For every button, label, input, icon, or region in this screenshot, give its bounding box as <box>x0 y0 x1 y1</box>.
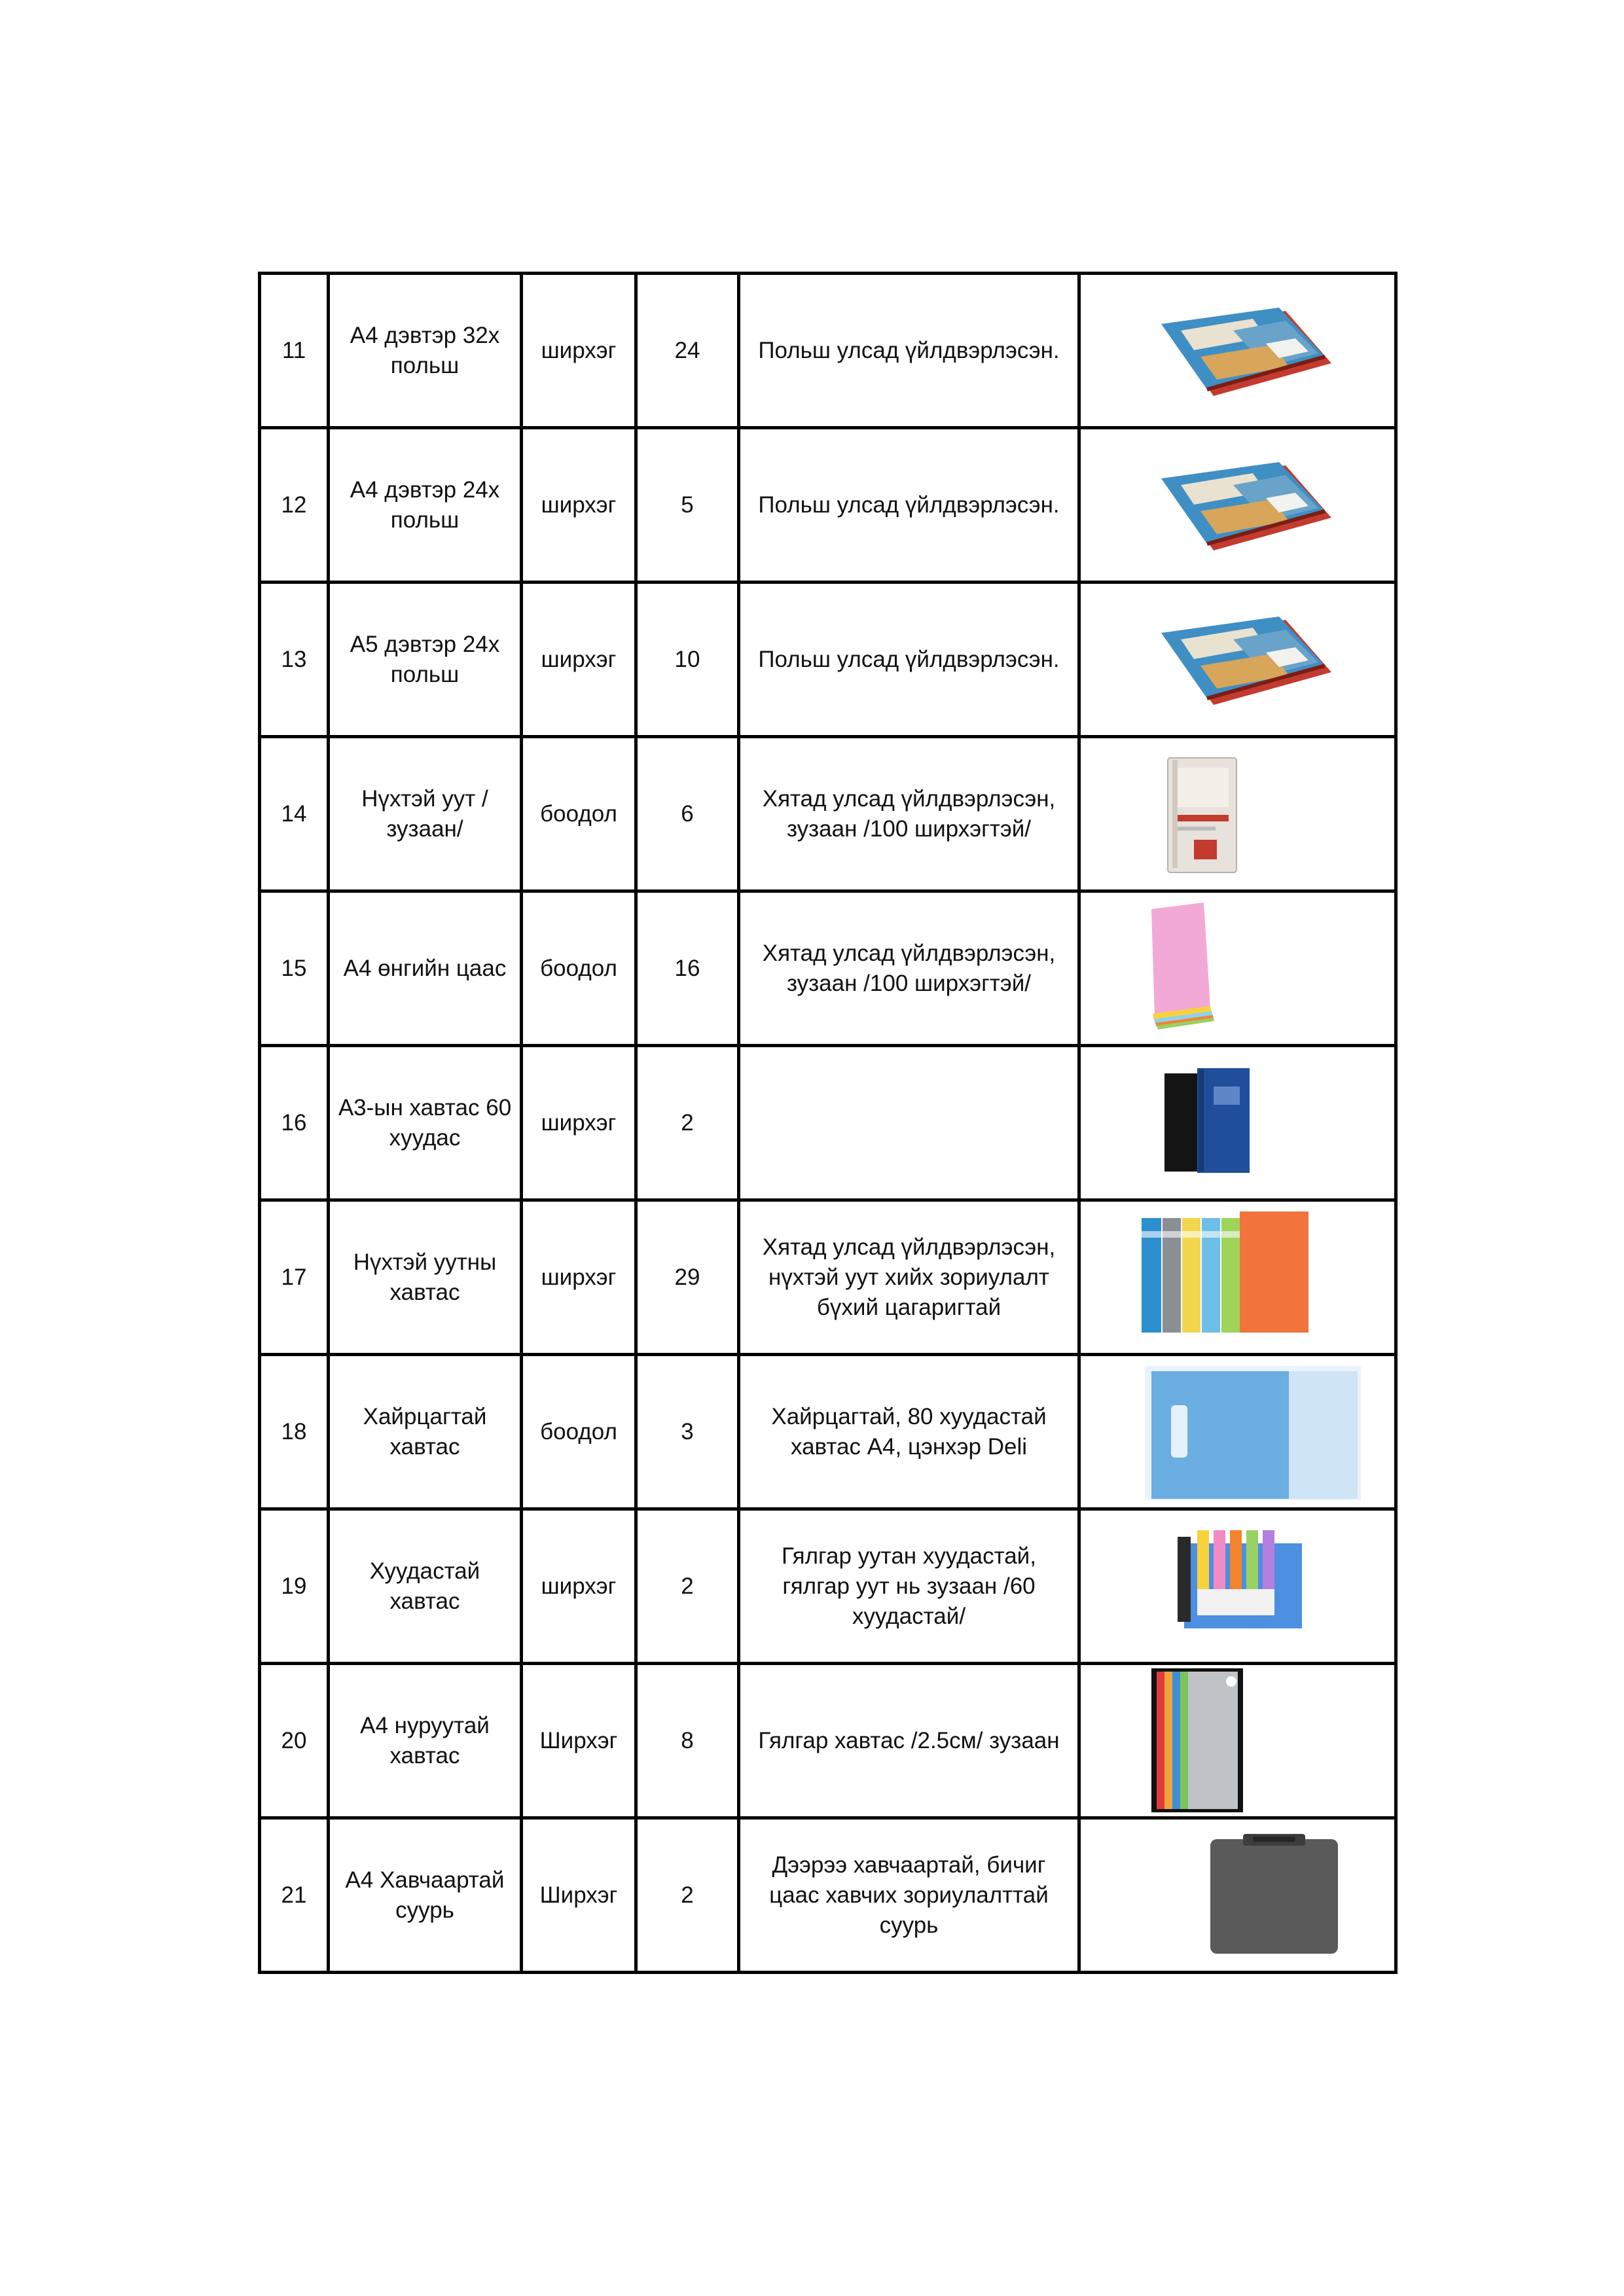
quantity-cell: 24 <box>636 274 739 428</box>
product-image-cell <box>1079 583 1396 737</box>
table-row <box>260 891 1396 1046</box>
quantity-cell: 6 <box>636 737 739 891</box>
row-number-cell: 21 <box>260 1818 329 1973</box>
product-image-cell <box>1079 1046 1396 1200</box>
item-name-cell: А4 өнгийн цаас <box>329 891 522 1046</box>
box-file-image <box>1086 1356 1389 1507</box>
product-image-cell <box>1079 1664 1396 1818</box>
quantity-cell: 10 <box>636 583 739 737</box>
table-row <box>260 1509 1396 1664</box>
quantity-cell: 5 <box>636 428 739 583</box>
row-number-cell: 15 <box>260 891 329 1046</box>
quantity-cell: 8 <box>636 1664 739 1818</box>
quantity-cell: 29 <box>636 1200 739 1355</box>
row-number-cell: 11 <box>260 274 329 428</box>
notebook-image <box>1086 275 1389 426</box>
product-image-cell <box>1079 1818 1396 1973</box>
product-image-cell <box>1079 891 1396 1046</box>
unit-cell: боодол <box>522 737 636 891</box>
product-image-cell <box>1079 737 1396 891</box>
description-cell: Польш улсад үйлдвэрлэсэн. <box>739 583 1079 737</box>
product-image-cell <box>1079 1509 1396 1664</box>
row-number-cell: 16 <box>260 1046 329 1200</box>
description-cell <box>739 1046 1079 1200</box>
notebook-image <box>1086 584 1389 735</box>
punched-pocket-pack-image <box>1086 738 1389 889</box>
description-cell: Гялгар уутан хуудастай, гялгар уут нь зузаан /60 хуудастай/ <box>739 1509 1079 1664</box>
item-name-cell: Хайрцагтай хавтас <box>329 1355 522 1509</box>
unit-cell: ширхэг <box>522 1046 636 1200</box>
description-cell: Польш улсад үйлдвэрлэсэн. <box>739 274 1079 428</box>
quantity-cell: 3 <box>636 1355 739 1509</box>
description-cell: Дээрээ хавчаартай, бичиг цаас хавчих зориулалттай суурь <box>739 1818 1079 1973</box>
row-number-cell: 19 <box>260 1509 329 1664</box>
item-name-cell: Хуудастай хавтас <box>329 1509 522 1664</box>
row-number-cell: 12 <box>260 428 329 583</box>
items-table-body <box>260 274 1396 1973</box>
quantity-cell: 16 <box>636 891 739 1046</box>
spine-folder-image <box>1086 1665 1389 1816</box>
row-number-cell: 14 <box>260 737 329 891</box>
item-name-cell: А4 дэвтэр 24х польш <box>329 428 522 583</box>
color-paper-stack-image <box>1086 893 1389 1044</box>
table-row <box>260 428 1396 583</box>
row-number-cell: 20 <box>260 1664 329 1818</box>
table-row <box>260 274 1396 428</box>
product-image-cell <box>1079 1355 1396 1509</box>
table-row <box>260 1818 1396 1973</box>
quantity-cell: 2 <box>636 1046 739 1200</box>
description-cell: Хятад улсад үйлдвэрлэсэн, нүхтэй уут хийх зориулалт бүхий цагаригтай <box>739 1200 1079 1355</box>
item-name-cell: Нүхтэй уут /зузаан/ <box>329 737 522 891</box>
description-cell: Хайрцагтай, 80 хуудастай хавтас А4, цэнхэр Deli <box>739 1355 1079 1509</box>
unit-cell: ширхэг <box>522 274 636 428</box>
table-row <box>260 1046 1396 1200</box>
unit-cell: ширхэг <box>522 428 636 583</box>
notebook-image <box>1086 429 1389 581</box>
items-table <box>258 272 1398 1974</box>
table-row <box>260 1664 1396 1818</box>
table-row <box>260 1355 1396 1509</box>
row-number-cell: 13 <box>260 583 329 737</box>
clipboard-image <box>1086 1820 1389 1971</box>
item-name-cell: А4 дэвтэр 32х польш <box>329 274 522 428</box>
unit-cell: боодол <box>522 891 636 1046</box>
unit-cell: ширхэг <box>522 1200 636 1355</box>
description-cell: Хятад улсад үйлдвэрлэсэн, зузаан /100 ширхэгтэй/ <box>739 737 1079 891</box>
product-image-cell <box>1079 1200 1396 1355</box>
unit-cell: ширхэг <box>522 1509 636 1664</box>
item-name-cell: Нүхтэй уутны хавтас <box>329 1200 522 1355</box>
unit-cell: ширхэг <box>522 583 636 737</box>
document-page <box>258 272 1394 1974</box>
row-number-cell: 17 <box>260 1200 329 1355</box>
unit-cell: Ширхэг <box>522 1818 636 1973</box>
row-number-cell: 18 <box>260 1355 329 1509</box>
unit-cell: Ширхэг <box>522 1664 636 1818</box>
item-name-cell: А5 дэвтэр 24х польш <box>329 583 522 737</box>
table-row <box>260 1200 1396 1355</box>
item-name-cell: А4 Хавчаартай суурь <box>329 1818 522 1973</box>
tabbed-folder-image <box>1086 1511 1389 1662</box>
item-name-cell: А4 нуруутай хавтас <box>329 1664 522 1818</box>
unit-cell: боодол <box>522 1355 636 1509</box>
quantity-cell: 2 <box>636 1509 739 1664</box>
item-name-cell: А3-ын хавтас 60 хуудас <box>329 1046 522 1200</box>
product-image-cell <box>1079 274 1396 428</box>
description-cell: Гялгар хавтас /2.5см/ зузаан <box>739 1664 1079 1818</box>
ring-binder-image <box>1086 1202 1389 1353</box>
description-cell: Хятад улсад үйлдвэрлэсэн, зузаан /100 ширхэгтэй/ <box>739 891 1079 1046</box>
display-book-folder-image <box>1086 1047 1389 1198</box>
quantity-cell: 2 <box>636 1818 739 1973</box>
table-row <box>260 737 1396 891</box>
product-image-cell <box>1079 428 1396 583</box>
table-row <box>260 583 1396 737</box>
description-cell: Польш улсад үйлдвэрлэсэн. <box>739 428 1079 583</box>
